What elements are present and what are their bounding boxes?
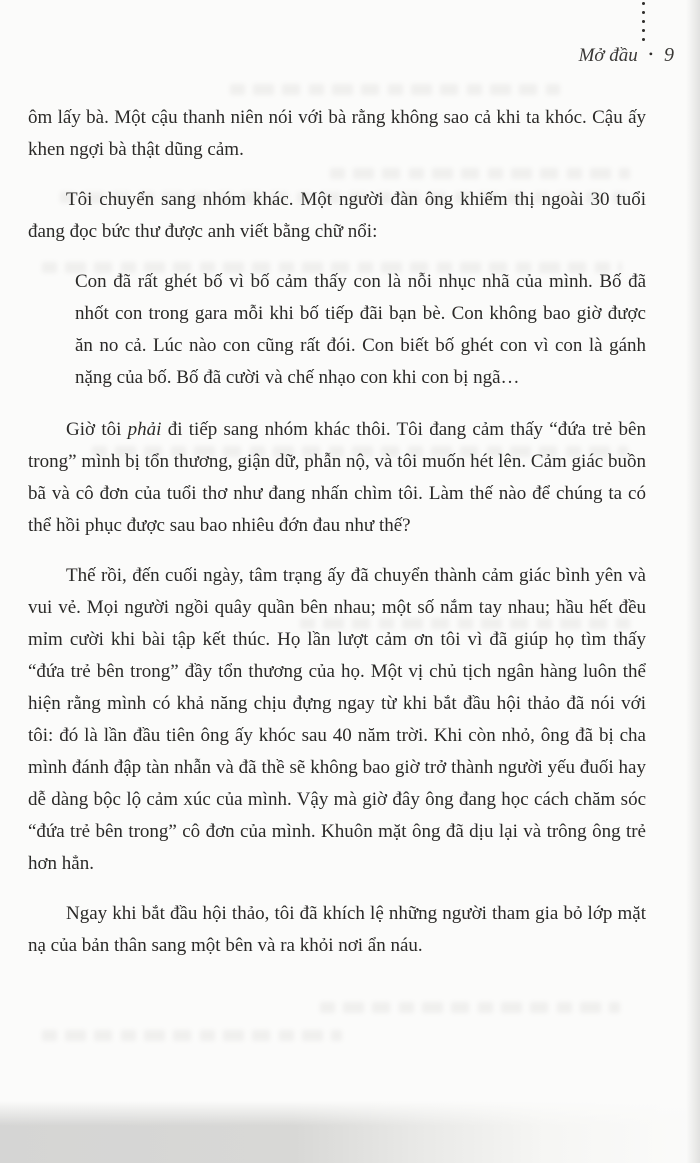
page-body (28, 102, 646, 980)
dot-icon (642, 29, 645, 32)
paragraph (28, 414, 646, 542)
page-number: 9 (664, 44, 674, 66)
emphasized-word: phải (127, 419, 162, 440)
header-bullet-icon: • (648, 47, 653, 61)
paragraph: Ngay khi bắt đầu hội thảo, tôi đã khích lệ những người tham gia bỏ lớp mặt nạ của bản thân sang một bên và ra khỏi nơi ẩn náu. (28, 903, 646, 956)
dotted-line-decoration (642, 2, 645, 41)
paragraph: Thế rồi, đến cuối ngày, tâm trạng ấy đã chuyển thành cảm giác bình yên và vui vẻ. Mọi người ngồi quây quần bên nhau; một số nắm tay nhau; hầu hết đều mỉm cười khi bài tập kết thúc. Họ lần lượt cảm ơn tôi vì đã giúp họ tìm thấy “đứa trẻ bên trong” đầy tổn thương của họ. Một vị chủ tịch ngân hàng luôn thể hiện rằng mình có khả năng chịu đựng ngay từ khi bắt đầu hội thảo đã nói với tôi: đó là lần đầu tiên ông ấy khóc sau 40 năm trời. Khi còn nhỏ, ông đã bị cha mình đánh đập tàn nhẫn và đã thề sẽ không bao giờ trở thành người yếu đuối hay dễ dàng bộc lộ cảm xúc của mình. Vậy mà giờ đây ông đang học cách chăm sóc “đứa trẻ bên trong” cô đơn của mình. Khuôn mặt ông đã dịu lại và trông ông trẻ hơn hẳn. (28, 565, 646, 874)
running-header (579, 44, 674, 67)
paragraph-text: Giờ tôi (66, 419, 128, 440)
paragraph-text: đi tiếp sang nhóm khác thôi. Tôi đang cảm thấy “đứa trẻ bên trong” mình bị tổn thương, giận dữ, phẫn nộ, và tôi muốn hét lên. Cảm giác buồn bã và cô đơn của tuổi thơ như đang nhấn chìm tôi. Làm thế nào để chúng ta có thể hồi phục được sau bao nhiêu đớn đau như thế? (28, 419, 646, 536)
dot-icon (642, 20, 645, 23)
page-edge-shade (686, 0, 700, 1163)
dot-icon (642, 11, 645, 14)
paragraph-continuation: ôm lấy bà. Một cậu thanh niên nói với bà rằng không sao cả khi ta khóc. Cậu ấy khen ngợi bà thật dũng cảm. (28, 107, 646, 160)
dot-icon (642, 2, 645, 5)
scan-shadow-bottom (0, 1101, 700, 1163)
chapter-title: Mở đầu (578, 45, 638, 66)
bleed-through-line (230, 84, 560, 95)
bleed-through-line (42, 1030, 342, 1041)
paragraph: Tôi chuyển sang nhóm khác. Một người đàn ông khiếm thị ngoài 30 tuổi đang đọc bức thư được anh viết bằng chữ nổi: (28, 189, 646, 242)
dot-icon (642, 38, 645, 41)
letter-block-quote: Con đã rất ghét bố vì bố cảm thấy con là nỗi nhục nhã của mình. Bố đã nhốt con trong gara mỗi khi bố tiếp đãi bạn bè. Con không bao giờ được ăn no cả. Lúc nào con cũng rất đói. Con biết bố ghét con vì con là gánh nặng của bố. Bố đã cười và chế nhạo con khi con bị ngã… (75, 271, 646, 388)
bleed-through-line (320, 1002, 620, 1013)
